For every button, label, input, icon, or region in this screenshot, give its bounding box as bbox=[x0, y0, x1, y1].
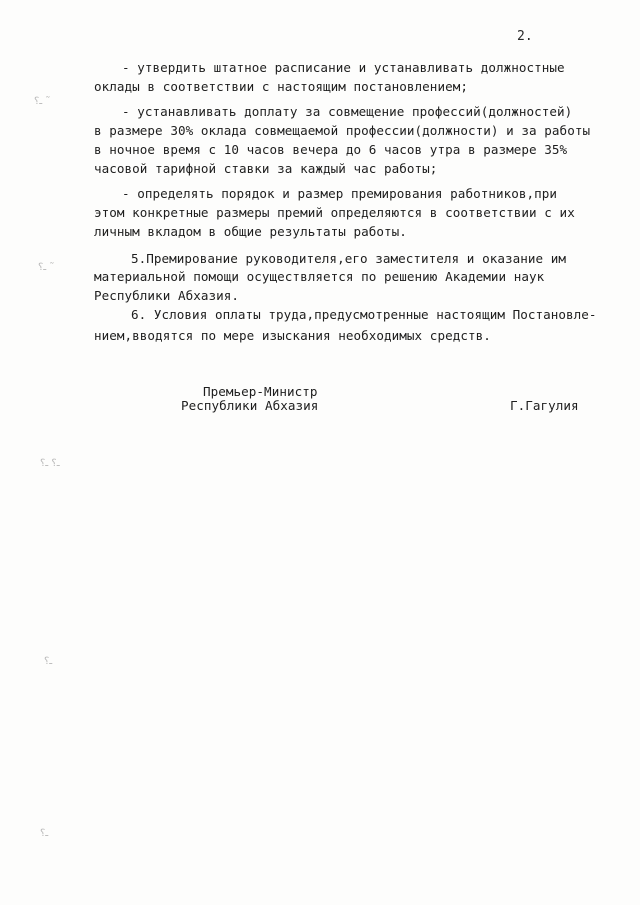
margin-mark: ـ؟ bbox=[44, 656, 53, 667]
text-line-6: часовой тарифной ставки за каждый час работы; bbox=[94, 161, 438, 176]
text-line-4: в размере 30% оклада совмещаемой профессии(должности) и за работы bbox=[94, 123, 591, 138]
text-line-14: нием,вводятся по мере изыскания необходимых средств. bbox=[94, 328, 491, 343]
margin-mark: ـ؟ ˜ bbox=[38, 262, 55, 273]
text-line-10: 5.Премирование руководителя,его заместителя и оказание им bbox=[131, 251, 567, 266]
text-line-8: этом конкретные размеры премий определяются в соответствии с их bbox=[94, 205, 575, 220]
text-line-5: в ночное время с 10 часов вечера до 6 часов утра в размере 35% bbox=[94, 142, 568, 157]
signature-name: Г.Гагулия bbox=[510, 398, 579, 413]
text-line-12: Республики Абхазия. bbox=[94, 288, 240, 303]
page-number: 2. bbox=[517, 29, 533, 44]
margin-mark: ـ؟ ـ؟ bbox=[40, 458, 60, 469]
text-line-13: 6. Условия оплаты труда,предусмотренные настоящим Постановле- bbox=[131, 307, 597, 322]
text-line-11: материальной помощи осуществляется по решению Академии наук bbox=[94, 269, 545, 284]
text-line-1: - утвердить штатное расписание и устанавливать должностные bbox=[122, 60, 565, 75]
text-line-3: - устанавливать доплату за совмещение профессий(должностей) bbox=[122, 104, 573, 119]
text-line-7: - определять порядок и размер премирования работников,при bbox=[122, 186, 558, 201]
margin-mark: ـ؟ ˜ bbox=[34, 96, 51, 107]
signature-title-line2: Республики Абхазия bbox=[181, 398, 319, 413]
text-line-9: личным вкладом в общие результаты работы. bbox=[94, 224, 407, 239]
margin-mark: ـ؟ bbox=[40, 828, 49, 839]
signature-title-line1: Премьер-Министр bbox=[203, 384, 318, 399]
text-line-2: оклады в соответствии с настоящим постановлением; bbox=[94, 79, 468, 94]
